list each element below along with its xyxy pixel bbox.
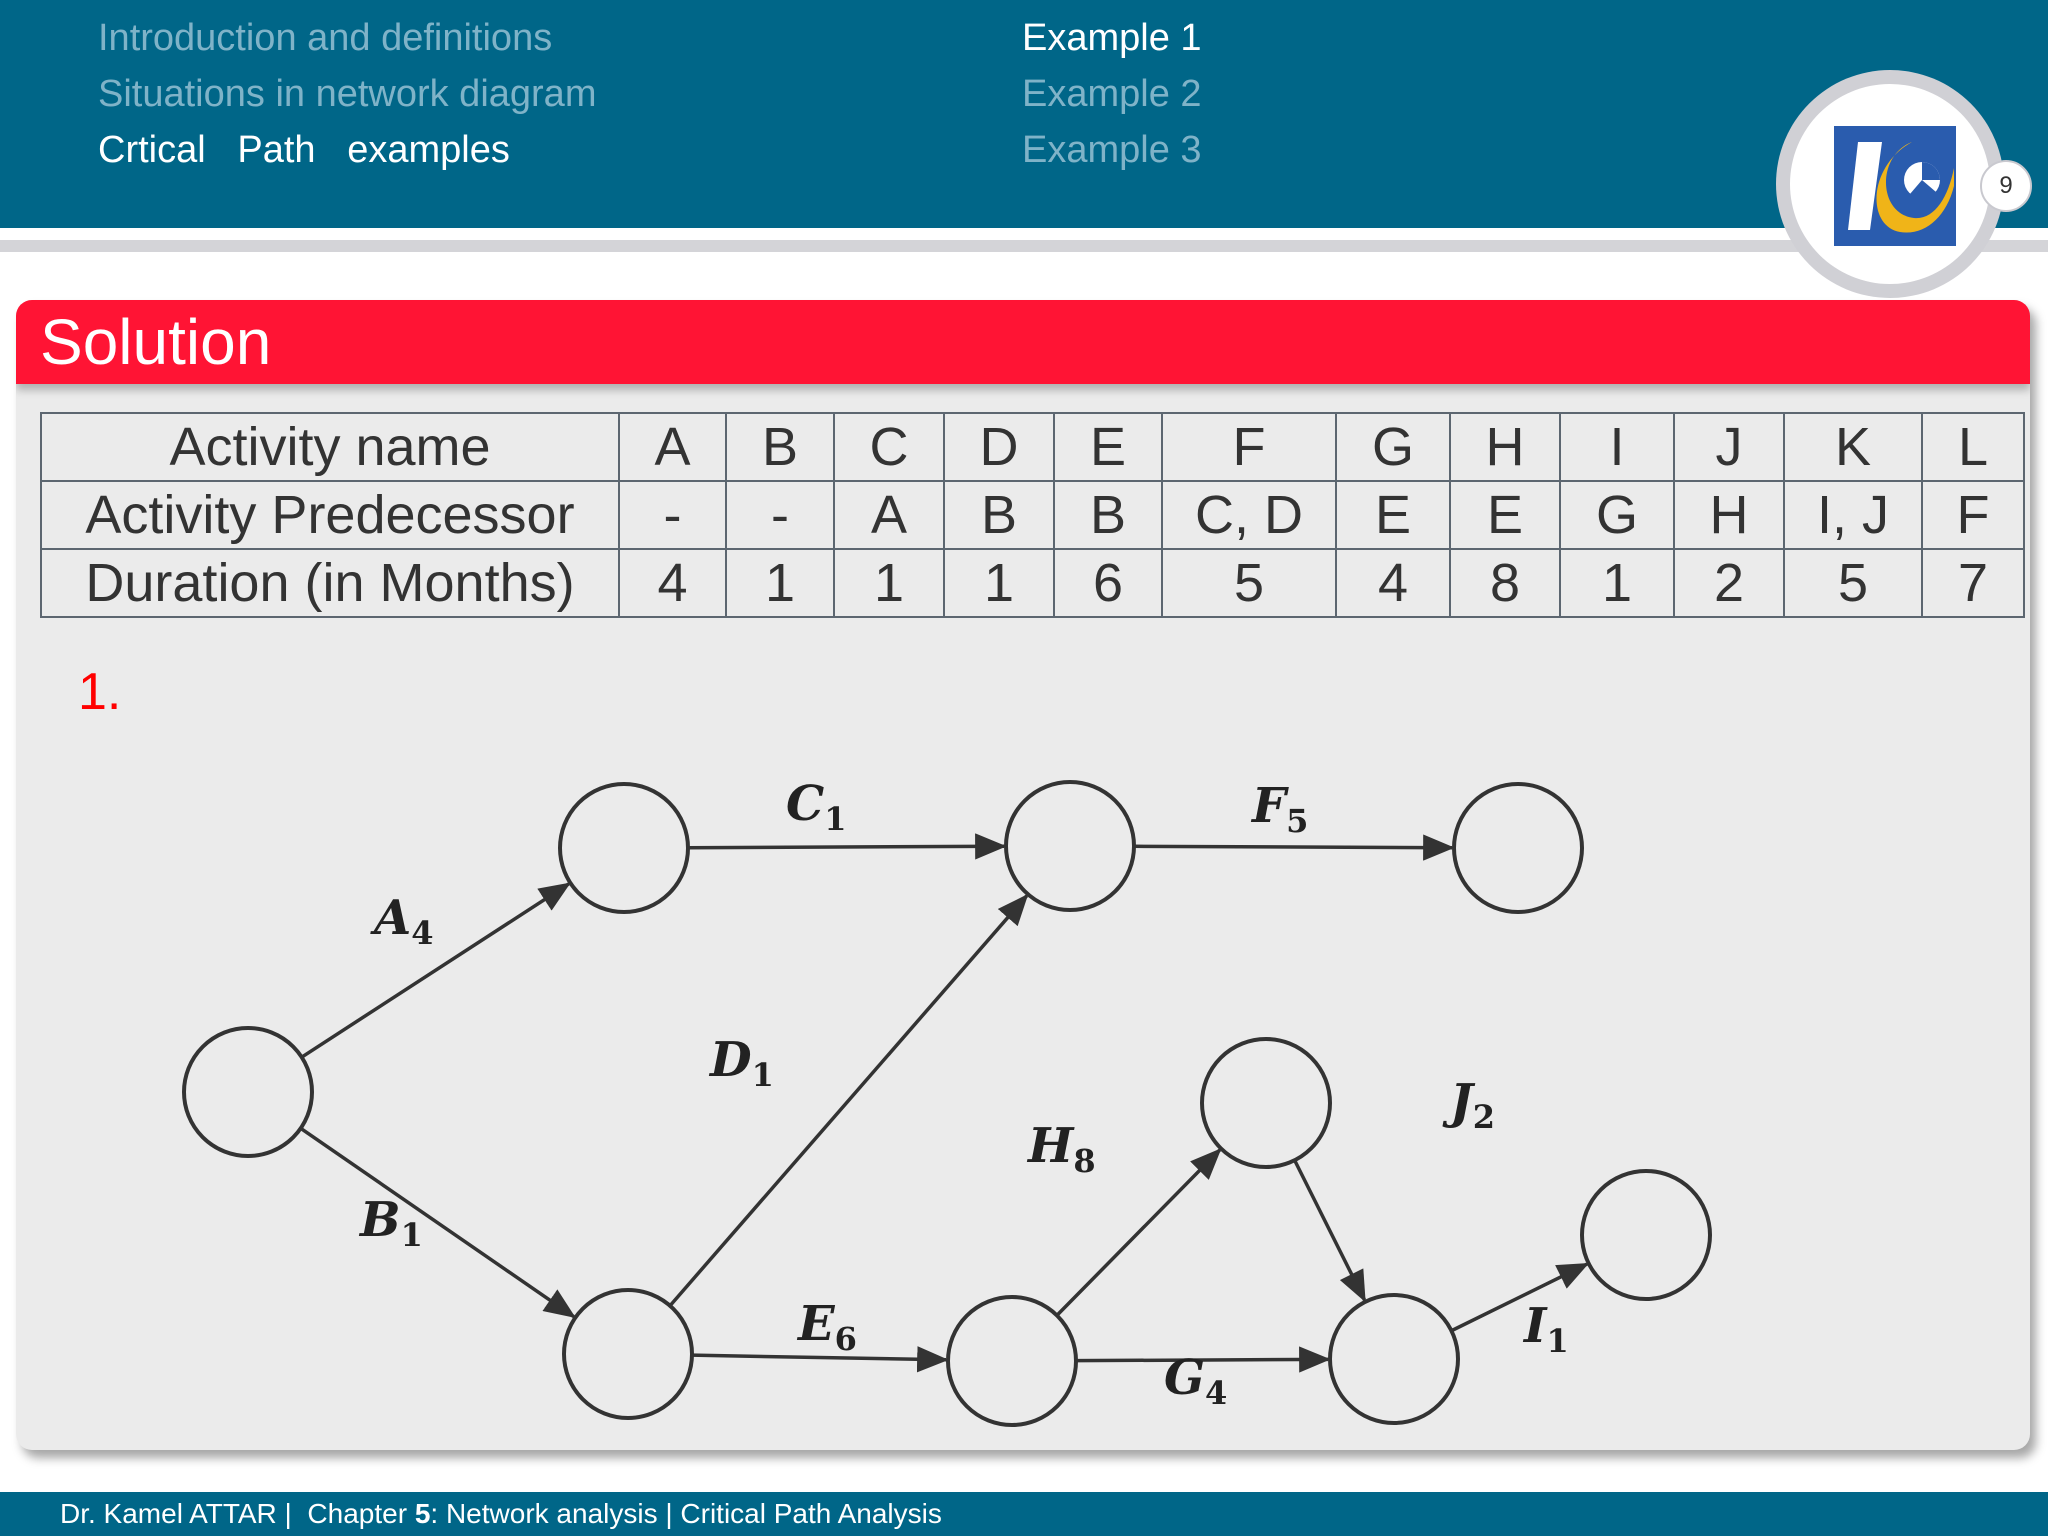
activity-arrow	[670, 896, 1027, 1306]
activity-name: A	[374, 890, 412, 946]
event-node	[560, 784, 688, 912]
table-cell: 4	[619, 549, 726, 617]
table-cell: A	[619, 413, 726, 481]
activity-label	[1026, 1118, 1096, 1180]
event-node	[1582, 1171, 1710, 1299]
table-cell: E	[1450, 481, 1560, 549]
row-header: Activity Predecessor	[41, 481, 619, 549]
table-cell: H	[1674, 481, 1784, 549]
table-cell: 2	[1674, 549, 1784, 617]
activity-label	[708, 1032, 774, 1094]
table-cell: 1	[1560, 549, 1674, 617]
activity-duration: 5	[1286, 802, 1309, 840]
table-cell: 4	[1336, 549, 1450, 617]
university-logo-icon	[1830, 122, 1960, 252]
table-cell: -	[726, 481, 834, 549]
table-cell: G	[1336, 413, 1450, 481]
table-cell: 1	[834, 549, 944, 617]
activity-duration: 2	[1472, 1098, 1495, 1136]
footer-bar	[0, 1492, 2048, 1536]
nav-section-introduction[interactable]: Introduction and definitions	[98, 17, 553, 59]
table-cell: D	[944, 413, 1054, 481]
table-cell: C	[834, 413, 944, 481]
row-header: Activity name	[41, 413, 619, 481]
event-node	[564, 1290, 692, 1418]
table-cell: L	[1922, 413, 2024, 481]
activity-duration: 4	[411, 914, 434, 952]
table-cell: B	[726, 413, 834, 481]
activity-duration: 6	[834, 1320, 857, 1358]
activity-arrow	[1451, 1264, 1586, 1331]
footer-chapter-title: : Network analysis | Critical Path Analysis	[430, 1498, 942, 1529]
event-node	[1454, 784, 1582, 912]
table-cell: 7	[1922, 549, 2024, 617]
table-cell: C, D	[1162, 481, 1336, 549]
nav-subsection-example-3[interactable]: Example 3	[1022, 129, 1202, 171]
slide-number-badge: 9	[1980, 160, 2032, 212]
activity-name: B	[360, 1192, 401, 1248]
table-cell: E	[1054, 413, 1162, 481]
event-node	[1006, 782, 1134, 910]
table-cell: F	[1922, 481, 2024, 549]
table-cell: 5	[1162, 549, 1336, 617]
activity-label	[370, 890, 434, 952]
table-cell: G	[1560, 481, 1674, 549]
nav-section-situations[interactable]: Situations in network diagram	[98, 73, 597, 115]
activity-arrow	[1295, 1160, 1365, 1300]
table-cell: 5	[1784, 549, 1922, 617]
event-node	[1202, 1039, 1330, 1167]
activity-name: I	[1524, 1298, 1547, 1354]
activity-name: F	[1252, 778, 1287, 834]
table-cell: 1	[944, 549, 1054, 617]
activity-duration: 8	[1073, 1142, 1096, 1180]
activity-name: H	[1028, 1118, 1074, 1174]
activity-label	[1250, 778, 1308, 840]
activity-duration: 1	[400, 1216, 423, 1254]
table-cell: K	[1784, 413, 1922, 481]
footer-text: Dr. Kamel ATTAR | Chapter 5: Network analysis | Critical Path Analysis	[60, 1498, 942, 1529]
footer-author: Dr. Kamel ATTAR	[60, 1498, 277, 1529]
activity-arrow	[301, 1128, 574, 1316]
event-node	[948, 1297, 1076, 1425]
activity-name: J	[1450, 1074, 1473, 1130]
activity-label	[1522, 1298, 1569, 1360]
table-cell: -	[619, 481, 726, 549]
block-title: Solution	[40, 306, 272, 378]
nav-subsection-example-1[interactable]: Example 1	[1022, 17, 1202, 59]
network-diagram	[16, 300, 2030, 1450]
table-cell: B	[1054, 481, 1162, 549]
table-cell: J	[1674, 413, 1784, 481]
activity-duration: 1	[824, 800, 847, 838]
event-node	[1330, 1295, 1458, 1423]
table-cell: A	[834, 481, 944, 549]
header-bar	[0, 0, 2048, 228]
activity-name: E	[798, 1296, 835, 1352]
activity-name: G	[1164, 1350, 1205, 1406]
activity-arrow	[692, 1355, 946, 1360]
activity-label	[358, 1192, 423, 1254]
nav-subsection-example-2[interactable]: Example 2	[1022, 73, 1202, 115]
header-divider	[0, 240, 2048, 252]
activity-label	[796, 1296, 857, 1358]
row-header: Duration (in Months)	[41, 549, 619, 617]
table-cell: H	[1450, 413, 1560, 481]
activity-name: D	[710, 1032, 752, 1088]
activity-duration: 1	[1546, 1322, 1569, 1360]
table-cell: 1	[726, 549, 834, 617]
activity-name: C	[786, 776, 825, 832]
footer-chapter-number: 5	[414, 1498, 431, 1529]
table-cell: I, J	[1784, 481, 1922, 549]
activity-duration: 1	[751, 1056, 774, 1094]
table-cell: 6	[1054, 549, 1162, 617]
table-cell: I	[1560, 413, 1674, 481]
nav-section-critical-path[interactable]: Crtical Path examples	[98, 129, 510, 171]
table-cell: F	[1162, 413, 1336, 481]
activity-arrow	[688, 846, 1004, 847]
table-cell: E	[1336, 481, 1450, 549]
solution-block	[16, 300, 2030, 1450]
activity-label	[786, 776, 846, 838]
activity-label	[1442, 1074, 1495, 1136]
activity-arrow	[1134, 846, 1452, 847]
event-node	[184, 1028, 312, 1156]
table-cell: B	[944, 481, 1054, 549]
step-number: 1.	[78, 663, 122, 721]
activity-duration: 4	[1205, 1374, 1228, 1412]
footer-chapter-prefix: Chapter	[307, 1498, 415, 1529]
table-cell: 8	[1450, 549, 1560, 617]
activity-arrow	[302, 884, 569, 1057]
